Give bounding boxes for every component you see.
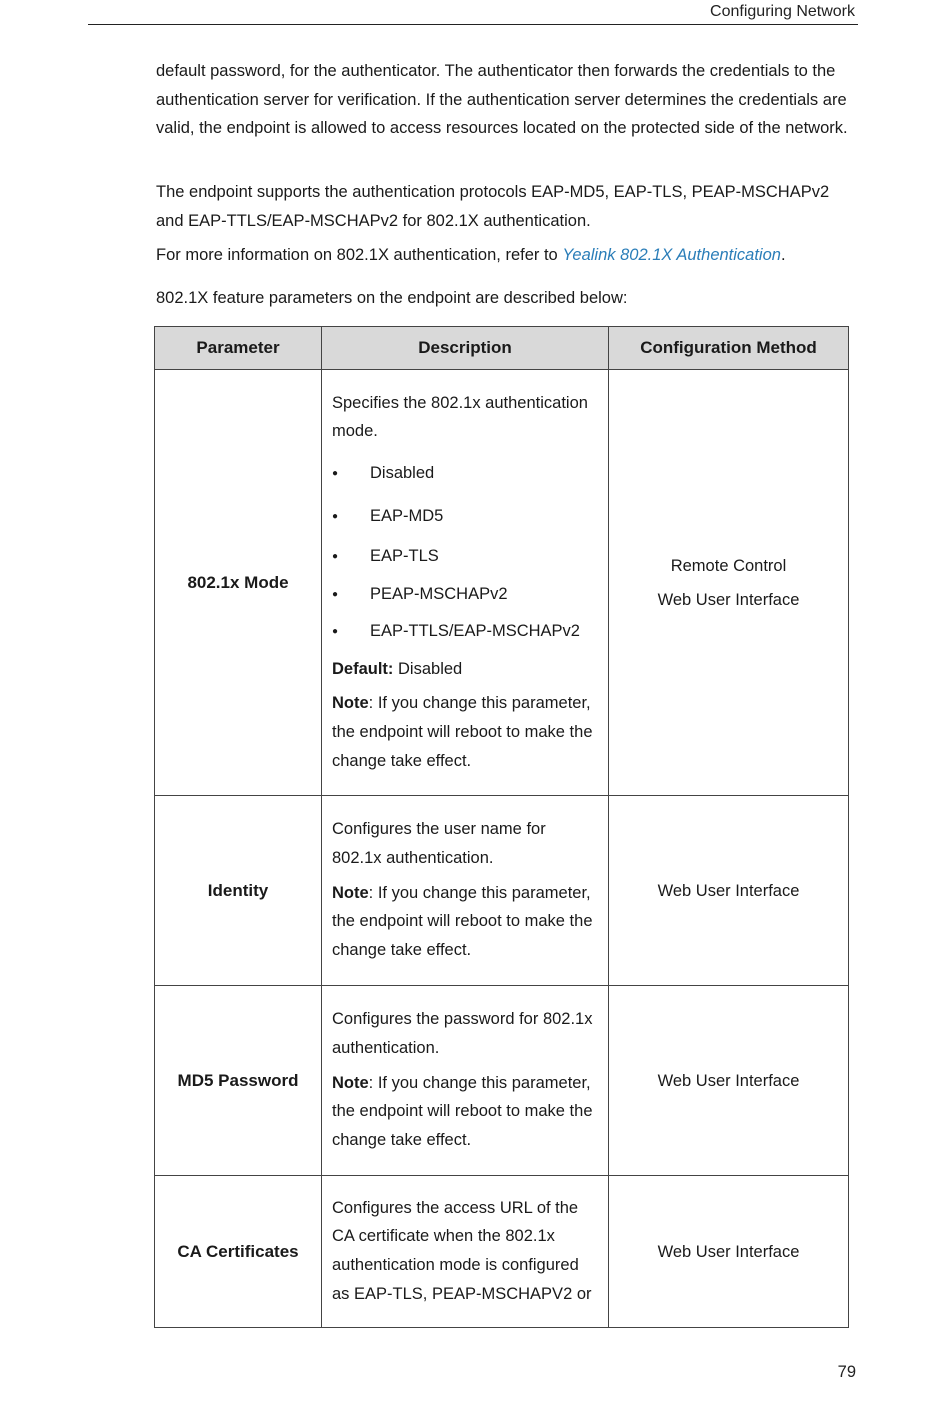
config-method	[609, 986, 849, 1176]
note-text: : If you change this parameter, the endpoint will reboot to make the change take effect.	[332, 694, 593, 770]
param-description	[322, 796, 609, 986]
param-name: 802.1x Mode	[155, 370, 322, 796]
yealink-8021x-link[interactable]: Yealink 802.1X Authentication	[562, 246, 781, 264]
method-web-user-interface: Web User Interface	[657, 881, 800, 900]
intro-paragraph-1: default password, for the authenticator. The authenticator then forwards the credentials to the authentication server for verification. If the authentication server determines the credentials are valid, the endpoint is allowed to access resources located on the protected side of the network.	[156, 62, 848, 138]
description-text: Specifies the 802.1x authentication mode.	[332, 393, 588, 441]
description-text: Configures the user name for 802.1x authentication.	[332, 820, 546, 867]
table-row-ca-certificates	[155, 1176, 849, 1328]
table-row-identity	[155, 796, 849, 986]
method-web-user-interface: Web User Interface	[657, 1242, 800, 1261]
mode-options-list	[332, 452, 598, 651]
note-text: : If you change this parameter, the endpoint will reboot to make the change take effect.	[332, 883, 593, 960]
note-text: : If you change this parameter, the endpoint will reboot to make the change take effect.	[332, 1073, 593, 1150]
table-row-8021x-mode	[155, 370, 849, 796]
header-configuration-method: Configuration Method	[609, 327, 849, 370]
header-divider	[88, 24, 858, 25]
note-label: Note	[332, 883, 369, 902]
config-method	[609, 370, 849, 796]
parameters-table	[154, 326, 849, 1328]
note-line	[332, 879, 598, 965]
option-item: ● EAP-TLS	[332, 538, 598, 576]
note-label: Note	[332, 1073, 369, 1092]
option-item: ● EAP-TTLS/EAP-MSCHAPv2	[332, 613, 598, 651]
intro-paragraph-3	[156, 241, 861, 270]
description-text: Configures the access URL of the CA certificate when the 802.1x authentication mode is configured as EAP-TLS, PEAP-MSCHAPV2 or	[332, 1198, 592, 1303]
param-name: Identity	[155, 796, 322, 986]
default-value: Disabled	[393, 659, 463, 678]
header-parameter: Parameter	[155, 327, 322, 370]
param-name: MD5 Password	[155, 986, 322, 1176]
option-item: ● EAP-MD5	[332, 495, 598, 538]
config-method	[609, 1176, 849, 1328]
description-text: Configures the password for 802.1x authentication.	[332, 1010, 593, 1057]
option-item: ● PEAP-MSCHAPv2	[332, 576, 598, 614]
intro-paragraph-2: The endpoint supports the authentication protocols EAP-MD5, EAP-TLS, PEAP-MSCHAPv2 and EAP-TTLS/EAP-MSCHAPv2 for 802.1X authentication.	[156, 183, 830, 230]
header-title: Configuring Network	[710, 3, 855, 20]
header-description: Description	[322, 327, 609, 370]
method-web-user-interface: Web User Interface	[657, 1071, 800, 1090]
default-line	[332, 655, 598, 684]
method-remote-control: Remote Control	[670, 556, 787, 575]
config-method	[609, 796, 849, 986]
table-row-md5-password	[155, 986, 849, 1176]
note-label: Note	[332, 694, 369, 713]
page-number: 79	[837, 1363, 856, 1381]
option-item: ● Disabled	[332, 452, 598, 495]
table-header-row	[155, 327, 849, 370]
note-line	[332, 1069, 598, 1155]
param-name: CA Certificates	[155, 1176, 322, 1328]
intro-paragraph-4: 802.1X feature parameters on the endpoint are described below:	[156, 289, 628, 307]
note-line	[332, 689, 598, 775]
method-web-user-interface: Web User Interface	[657, 590, 800, 609]
param-description	[322, 370, 609, 796]
reference-prefix: For more information on 802.1X authentication, refer to	[156, 246, 563, 264]
reference-suffix: .	[780, 246, 786, 264]
param-description	[322, 986, 609, 1176]
default-label: Default:	[332, 659, 394, 678]
param-description	[322, 1176, 609, 1328]
